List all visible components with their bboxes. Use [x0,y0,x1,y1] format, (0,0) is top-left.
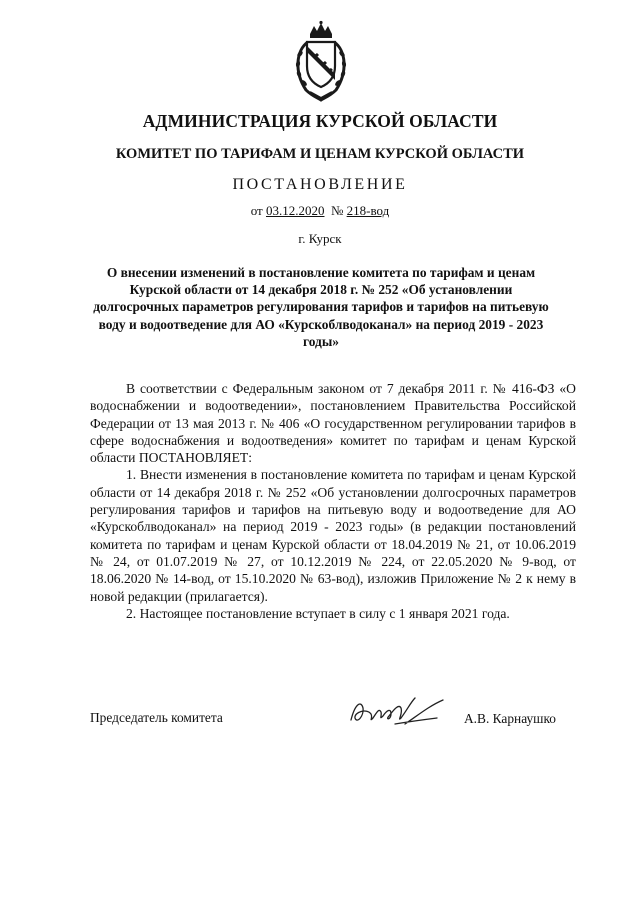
preamble-paragraph: В соответствии с Федеральным законом от 7 декабря 2011 г. № 416-ФЗ «О водоснабжении и водоотведении», постановлением Правительства Российской Федерации от 13 мая 2013 г. № 406 «О государственном регулировании тарифов в сфере водоснабжения и водоотведения» комитет по тарифам и ценам Курской области ПОСТАНОВЛЯЕТ: [90,381,576,466]
handwritten-signature [345,694,455,730]
document-number: 218-вод [346,203,390,218]
item-2-paragraph: 2. Настоящее постановление вступает в силу с 1 января 2021 года. [126,605,510,621]
item-1-paragraph: 1. Внести изменения в постановление комитета по тарифам и ценам Курской области от 14 декабря 2018 г. № 252 «Об установлении долгосрочных параметров регулирования тарифов и тарифов на питьевую воду и водоотведение для АО «Курскоблводоканал» на период 2019 - 2023 годы» (в редакции постановлений комитета по тарифам и ценам Курской области от 18.04.2019 № 21, от 10.06.2019 № 24, от 01.07.2019 № 27, от 10.12.2019 № 224, от 22.05.2020 № 9-вод, от 18.06.2020 № 14-вод, от 15.10.2020 № 63-вод), изложив Приложение № 2 к нему в новой редакции (прилагается). [90,467,576,604]
organization-title: АДМИНИСТРАЦИЯ КУРСКОЙ ОБЛАСТИ [142,111,498,131]
document-type: ПОСТАНОВЛЕНИЕ [232,176,408,193]
document-subject: О внесении изменений в постановление комитета по тарифам и ценам Курской области от 14 декабря 2018 г. № 252 «Об установлении долгосрочных параметров регулирования тарифов и тарифов на питьевую воду и водоотведение для АО «Курскоблводоканал» на период 2019 - 2023 годы» [93,265,549,349]
document-body [90,380,576,622]
committee-title: КОМИТЕТ ПО ТАРИФАМ И ЦЕНАМ КУРСКОЙ ОБЛАСТИ [115,146,525,162]
signatory-position: Председатель комитета [90,710,223,725]
date-prefix: от [250,203,263,218]
signatory-name: А.В. Карнаушко [464,711,556,726]
coat-of-arms-icon [288,20,354,102]
document-date: 03.12.2020 [265,203,325,218]
date-line [0,203,640,219]
number-prefix: № [330,203,344,218]
city: г. Курск [298,231,342,246]
